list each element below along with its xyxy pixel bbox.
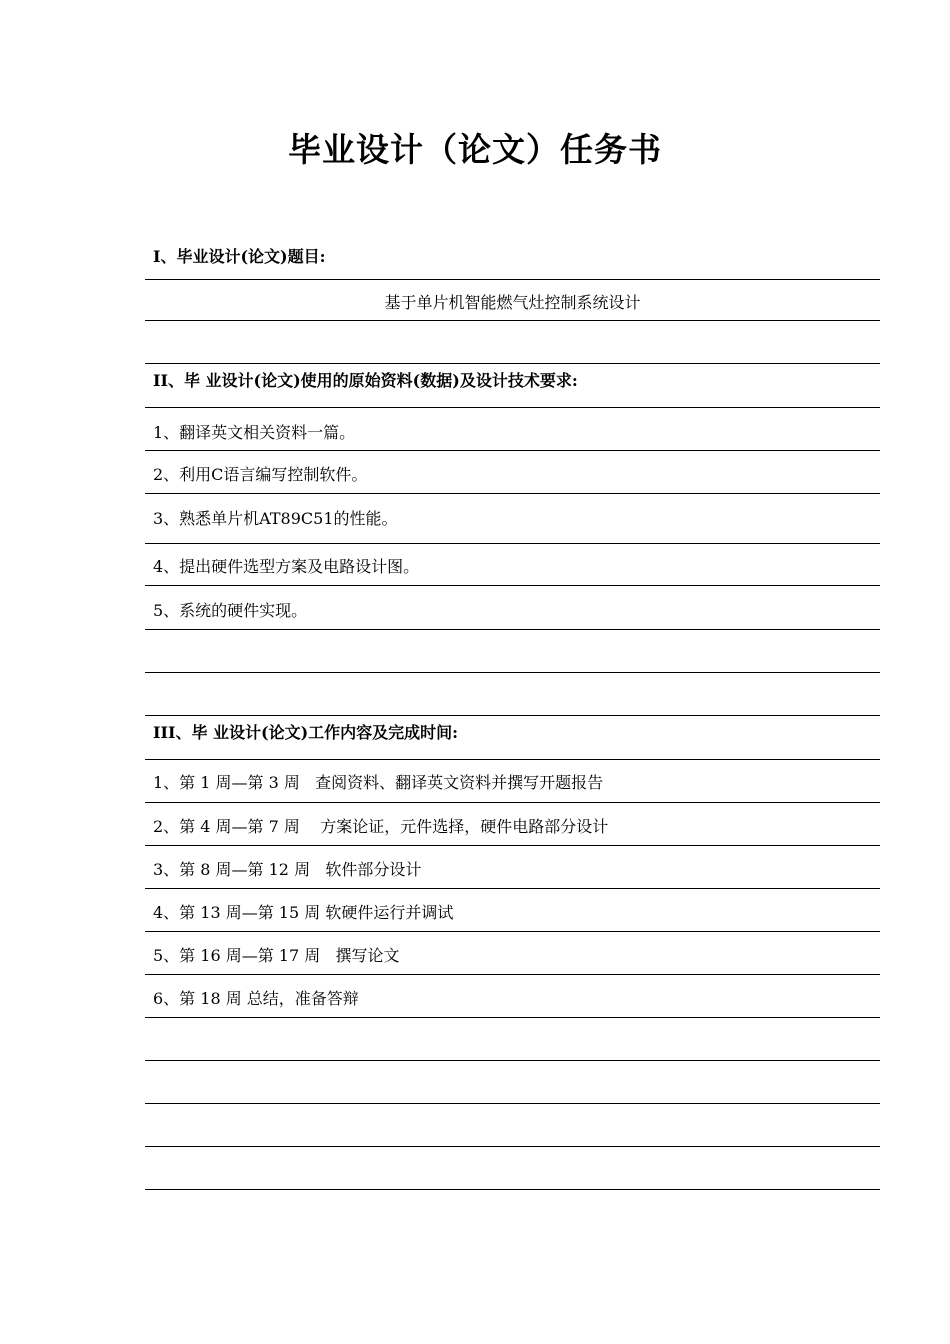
rule xyxy=(145,279,880,280)
rule xyxy=(145,407,880,408)
schedule-item: 5、第 16 周—第 17 周 撰写论文 xyxy=(153,946,400,965)
rule xyxy=(145,1017,880,1018)
rule xyxy=(145,888,880,889)
rule xyxy=(145,1103,880,1104)
rule xyxy=(145,672,880,673)
requirement-item: 4、提出硬件选型方案及电路设计图。 xyxy=(153,557,420,576)
schedule-item: 3、第 8 周—第 12 周 软件部分设计 xyxy=(153,860,422,879)
schedule-item: 4、第 13 周—第 15 周 软硬件运行并调试 xyxy=(153,903,454,922)
document-title: 毕业设计（论文）任务书 xyxy=(288,130,662,169)
rule xyxy=(145,363,880,364)
section3-heading: III、毕 业设计(论文)工作内容及完成时间: xyxy=(153,723,459,742)
thesis-topic: 基于单片机智能燃气灶控制系统设计 xyxy=(384,293,641,312)
rule xyxy=(145,629,880,630)
rule xyxy=(145,585,880,586)
requirement-item: 2、利用C语言编写控制软件。 xyxy=(153,465,368,484)
requirement-item: 5、系统的硬件实现。 xyxy=(153,601,308,620)
schedule-item: 6、第 18 周 总结，准备答辩 xyxy=(153,989,359,1008)
rule xyxy=(145,715,880,716)
rule xyxy=(145,1060,880,1061)
schedule-item: 2、第 4 周—第 7 周 方案论证，元件选择，硬件电路部分设计 xyxy=(153,817,609,836)
rule xyxy=(145,320,880,321)
rule xyxy=(145,759,880,760)
rule xyxy=(145,974,880,975)
rule xyxy=(145,450,880,451)
rule xyxy=(145,493,880,494)
schedule-item: 1、第 1 周—第 3 周 查阅资料、翻译英文资料并撰写开题报告 xyxy=(153,773,604,792)
rule xyxy=(145,1189,880,1190)
rule xyxy=(145,1146,880,1147)
rule xyxy=(145,802,880,803)
section2-heading: II、毕 业设计(论文)使用的原始资料(数据)及设计技术要求: xyxy=(153,371,578,390)
requirement-item: 1、翻译英文相关资料一篇。 xyxy=(153,423,356,442)
rule xyxy=(145,931,880,932)
requirement-item: 3、熟悉单片机AT89C51的性能。 xyxy=(153,509,398,528)
rule xyxy=(145,543,880,544)
section1-heading: I、毕业设计(论文)题目: xyxy=(153,247,326,266)
rule xyxy=(145,845,880,846)
